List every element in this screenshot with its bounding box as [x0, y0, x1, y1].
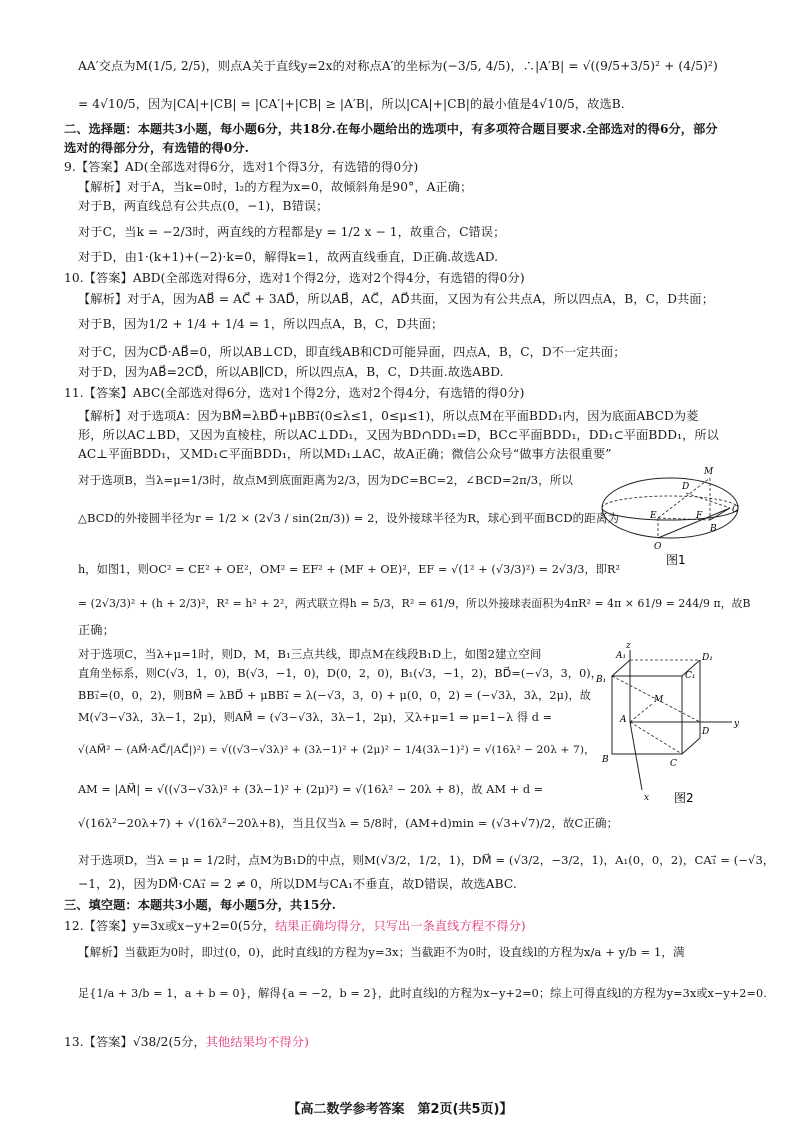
answer-text: 13.【答案】√38/2(5分， — [64, 1035, 206, 1049]
answer-line: 10.【答案】ABD(全部选对得6分，选对1个得2分，选对2个得4分，有选错的得0分) — [64, 271, 525, 285]
text-line: 【解析】对于A，当k=0时，l₂的方程为x=0，故倾斜角是90°，A正确； — [78, 180, 473, 194]
label-C: C — [732, 505, 739, 515]
text-line: 对于选项D，当λ = μ = 1/2时，点M为B₁D的中点，则M(√3/2，1/2，1)，DM⃗ = (√3/2，−3/2，1)，A₁(0，0，2)，CA₁⃗ = (−√3， — [78, 853, 775, 867]
label-D1: D₁ — [702, 653, 713, 663]
text-line: 对于C，因为CD⃗·AB⃗=0，所以AB⊥CD，即直线AB和CD可能异面，四点A，B，C，D不一定共面； — [78, 345, 626, 359]
text-line: 正确； — [78, 623, 115, 637]
text-line: −1，2)，因为DM⃗·CA₁⃗ = 2 ≠ 0，所以DM与CA₁不垂直，故D错误，故选ABC. — [78, 877, 517, 891]
text-line: 对于C，当k = −2/3时，两直线的方程都是y = 1/2 x − 1，故重合，C错误； — [78, 225, 506, 239]
text-line: 对于B，因为1/2 + 1/4 + 1/4 = 1，所以四点A，B，C，D共面； — [78, 317, 444, 331]
text-line: 【解析】当截距为0时，即过(0，0)，此时直线l的方程为y=3x；当截距不为0时，设直线l的方程为x/a + y/b = 1，满 — [78, 945, 685, 959]
section-heading: 选对的得部分分，有选错的得0分. — [64, 141, 249, 155]
figure-1-caption: 图1 — [666, 553, 686, 567]
label-A: A — [620, 715, 627, 725]
label-D: D — [702, 727, 710, 737]
answer-line — [64, 1034, 309, 1050]
text-line: AA′交点为M(1/5, 2/5)，则点A关于直线y=2x的对称点A′的坐标为(−3/5, 4/5)，∴|A′B| = √((9/5+3/5)² + (4/5)²) — [78, 59, 718, 73]
text-line: △BCD的外接圆半径为r = 1/2 × (2√3 / sin(2π/3)) = 2，设外接球半径为R，球心到平面BCD的距离为 — [78, 511, 620, 525]
label-A1: A₁ — [616, 651, 627, 661]
text-line: 直角坐标系，则C(√3，1，0)，B(√3，−1，0)，D(0，2，0)，B₁(√3，−1，2)，BD⃗=(−√3，3，0)， — [78, 667, 603, 680]
label-E: E — [650, 511, 657, 521]
text-line: 对于B，两直线总有公共点(0，−1)，B错误； — [78, 199, 329, 213]
text-line: h，如图1，则OC² = CE² + OE²，OM² = EF² + (MF + OE)²，EF = √(1² + (√3/3)²) = 2√3/3，即R² — [78, 563, 621, 576]
figure-2-cube — [590, 640, 750, 810]
scoring-note: 结果正确均得分，只写出一条直线方程不得分) — [275, 919, 526, 933]
text-line: 【解析】对于选项A：因为BM⃗=λBD⃗+μBB₁⃗(0≤λ≤1，0≤μ≤1)，所以点M在平面BDD₁内，因为底面ABCD为菱 — [78, 409, 699, 423]
label-B1: B₁ — [596, 675, 607, 685]
label-y: y — [734, 719, 740, 729]
text-line: = (2√3/3)² + (h + 2/3)²，R² = h² + 2²，两式联立得h = 5/3，R² = 61/9，所以外接球表面积为4πR² = 4π × 61/9 = 244/9 π，故B — [78, 597, 751, 610]
sphere-outline — [602, 478, 738, 538]
text-line: 对于选项C，当λ+μ=1时，则D，M，B₁三点共线，即点M在线段B₁D上，如图2建立空间 — [78, 647, 542, 661]
scoring-note: 其他结果均不得分) — [205, 1035, 309, 1049]
answer-text: 12.【答案】y=3x或x−y+2=0(5分， — [64, 919, 276, 933]
section-heading: 三、填空题：本题共3小题，每小题5分，共15分. — [64, 898, 337, 912]
text-line: 对于D，由1·(k+1)+(−2)·k=0，解得k=1，故两直线垂直，D正确.故选AD. — [78, 250, 499, 264]
label-z: z — [626, 641, 631, 651]
label-O: O — [654, 542, 662, 552]
text-line: 足{1/a + 3/b = 1，a + b = 0}，解得{a = −2，b = 2}，此时直线l的方程为x−y+2=0；综上可得直线l的方程为y=3x或x−y+2=0. — [78, 987, 767, 1000]
label-M: M — [704, 467, 714, 477]
label-x: x — [644, 793, 650, 803]
label-F: F — [696, 511, 703, 521]
text-line: BB₁⃗=(0，0，2)，则BM⃗ = λBD⃗ + μBB₁⃗ = λ(−√3，3，0) + μ(0，0，2) = (−√3λ，3λ，2μ)，故 — [78, 689, 592, 702]
label-M: M — [654, 695, 664, 705]
page-footer: 【高二数学参考答案 第2页(共5页)】 — [287, 1102, 513, 1117]
label-C1: C₁ — [685, 671, 696, 681]
text-line: AC⊥平面BDD₁，又MD₁⊂平面BDD₁，所以MD₁⊥AC，故A正确；微信公众号“做事方法很重要” — [78, 447, 612, 461]
text-line: 对于选项B，当λ=μ=1/3时，故点M到底面距离为2/3，因为DC=BC=2，∠BCD=2π/3，所以 — [78, 473, 573, 487]
label-D: D — [682, 482, 690, 492]
answer-line — [64, 918, 526, 934]
label-B: B — [602, 755, 609, 765]
text-line: M(√3−√3λ，3λ−1，2μ)，则AM⃗ = (√3−√3λ，3λ−1，2μ)，又λ+μ=1 ⇒ μ=1−λ 得 d = — [78, 711, 553, 724]
answer-line: 11.【答案】ABC(全部选对得6分，选对1个得2分，选对2个得4分，有选错的得0分) — [64, 386, 525, 400]
label-C: C — [670, 759, 677, 769]
text-line: √(16λ²−20λ+7) + √(16λ²−20λ+8)，当且仅当λ = 5/8时，(AM+d)min = (√3+√7)/2，故C正确； — [78, 816, 619, 830]
label-B: B — [710, 524, 717, 534]
answer-line: 9.【答案】AD(全部选对得6分，选对1个得3分，有选错的得0分) — [64, 160, 419, 174]
section-heading: 二、选择题：本题共3小题，每小题6分，共18分.在每小题给出的选项中，有多项符合题目要求.全部选对的得6分，部分 — [64, 122, 718, 136]
figure-1-sphere — [598, 458, 748, 568]
text-line: 形，所以AC⊥BD，又因为直棱柱，所以AC⊥DD₁，又因为BD∩DD₁=D，BC⊂平面BDD₁，DD₁⊂平面BDD₁，所以 — [78, 428, 719, 442]
text-line: 对于D，因为AB⃗=2CD⃗，所以AB∥CD，所以四点A，B，C，D共面.故选ABD. — [78, 365, 504, 379]
text-line: AM = |AM⃗| = √((√3−√3λ)² + (3λ−1)² + (2μ)²) = √(16λ² − 20λ + 8)，故 AM + d = — [78, 783, 544, 796]
text-line: √(AM⃗² − (AM⃗·AC⃗/|AC⃗|)²) = √((√3−√3λ)² + (3λ−1)² + (2μ)² − 1/4(3λ−1)²) = √(16λ² − 20λ + 7)， — [78, 744, 595, 756]
text-line: 【解析】对于A，因为AB⃗ = AC⃗ + 3AD⃗，所以AB⃗，AC⃗，AD⃗共面，又因为有公共点A，所以四点A，B，C，D共面； — [78, 292, 715, 306]
text-line: = 4√10/5，因为|CA|+|CB| = |CA′|+|CB| ≥ |A′B|，所以|CA|+|CB|的最小值是4√10/5，故选B. — [78, 97, 625, 111]
figure-2-caption: 图2 — [674, 791, 694, 805]
